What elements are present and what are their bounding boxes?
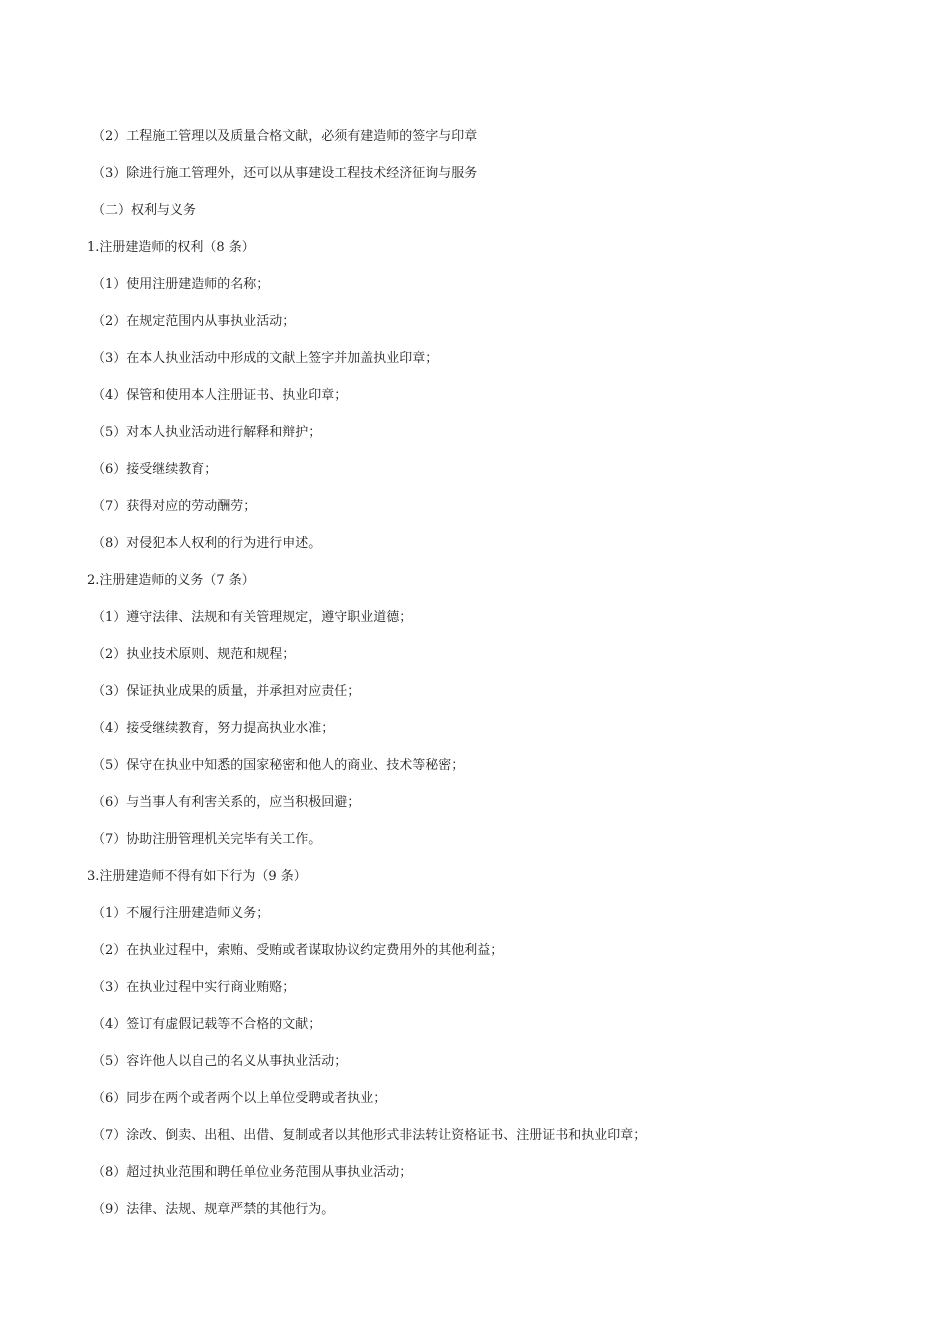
list-item: （1）不履行注册建造师义务；: [92, 906, 270, 921]
document-page: [0, 120, 950, 1230]
list-item: （1）遵守法律、法规和有关管理规定，遵守职业道德；: [92, 610, 413, 625]
list-item: （2）在执业过程中，索贿、受贿或者谋取协议约定费用外的其他利益；: [92, 943, 504, 958]
list-item: （2）执业技术原则、规范和规程；: [92, 647, 296, 662]
list-item: （3）保证执业成果的质量，并承担对应责任；: [92, 684, 361, 699]
list-item: （6）接受继续教育；: [92, 462, 218, 477]
subsection-heading: 2.注册建造师的义务（7 条）: [87, 573, 255, 588]
list-item: （3）除进行施工管理外，还可以从事建设工程技术经济征询与服务: [92, 166, 478, 181]
subsection-heading: 3.注册建造师不得有如下行为（9 条）: [87, 869, 307, 884]
list-item: （3）在本人执业活动中形成的文献上签字并加盖执业印章；: [92, 351, 439, 366]
list-item: （7）获得对应的劳动酬劳；: [92, 499, 257, 514]
list-item: （7）涂改、倒卖、出租、出借、复制或者以其他形式非法转让资格证书、注册证书和执业印章；: [92, 1128, 647, 1143]
list-item: （5）容许他人以自己的名义从事执业活动；: [92, 1054, 348, 1069]
list-item: （8）超过执业范围和聘任单位业务范围从事执业活动；: [92, 1165, 413, 1180]
list-item: （1）使用注册建造师的名称；: [92, 277, 270, 292]
list-item: （5）对本人执业活动进行解释和辩护；: [92, 425, 322, 440]
list-item: （5）保守在执业中知悉的国家秘密和他人的商业、技术等秘密；: [92, 758, 465, 773]
section-heading: （二）权利与义务: [92, 203, 197, 218]
list-item: （8）对侵犯本人权利的行为进行申述。: [92, 536, 322, 551]
subsection-heading: 1.注册建造师的权利（8 条）: [87, 240, 255, 255]
list-item: （4）签订有虚假记载等不合格的文献；: [92, 1017, 322, 1032]
list-item: （6）与当事人有利害关系的，应当积极回避；: [92, 795, 361, 810]
list-item: （7）协助注册管理机关完毕有关工作。: [92, 832, 322, 847]
list-item: （2）在规定范围内从事执业活动；: [92, 314, 296, 329]
list-item: （9）法律、法规、规章严禁的其他行为。: [92, 1202, 335, 1217]
list-item: （6）同步在两个或者两个以上单位受聘或者执业；: [92, 1091, 387, 1106]
list-item: （4）接受继续教育，努力提高执业水准；: [92, 721, 335, 736]
list-item: （3）在执业过程中实行商业贿赂；: [92, 980, 296, 995]
list-item: （4）保管和使用本人注册证书、执业印章；: [92, 388, 348, 403]
list-item: （2）工程施工管理以及质量合格文献，必须有建造师的签字与印章: [92, 129, 478, 144]
